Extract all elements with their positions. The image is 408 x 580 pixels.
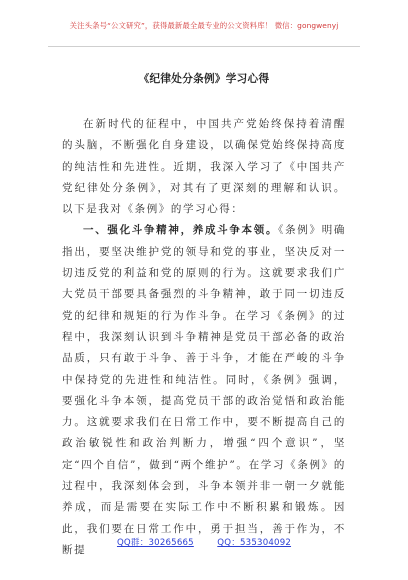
header-divider bbox=[48, 46, 360, 47]
qq-contact-link[interactable]: QQ：535304092 bbox=[217, 538, 292, 548]
paragraph-text: 《条例》明确指出，要坚决维护党的领导和党的事业，坚决反对一切违反党的利益和党的原则的行为。这就要求我们广大党员干部要具备强烈的斗争精神，敢于同一切违反党的纪律和规矩的行为作斗争。在学习《条例》的过程中，我深刻认识到斗争精神是党员干部必备的政治品质，只有敢于斗争、善于斗争，才能在严峻的斗争中保持党的先进性和纯洁性。同时，《条例》强调，要强化斗争本领，提高党员干部的政治觉悟和政治能力。这就要求我们在日常工作中，要不断提高自己的政治敏锐性和政治判断力，增强“四个意识”，坚定“四个自信”，做到“两个维护”。在学习《条例》的过程中，我深刻体会到，斗争本领并非一朝一夕就能养成，而是需要在实际工作中不断积累和锻炼。因此，我们要在日常工作中，勇于担当，善于作为，不断提 bbox=[62, 224, 346, 556]
document-body bbox=[62, 114, 346, 561]
document-title: 《纪律处分条例》学习心得 bbox=[138, 73, 270, 85]
contact-footer bbox=[0, 536, 408, 548]
paragraph-intro bbox=[62, 114, 346, 220]
paragraph-text: 在新时代的征程中，中国共产党始终保持着清醒的头脑，不断强化自身建设，以确保党始终保持高度的纯洁性和先进性。近期，我深入学习了《中国共产党纪律处分条例》，对其有了更深刻的理解和认识。以下是我对《条例》的学习心得： bbox=[62, 118, 346, 216]
paragraph-section-1 bbox=[62, 220, 346, 561]
section-heading: 一、强化斗争精神，养成斗争本领。 bbox=[83, 224, 279, 237]
promo-banner: 关注头条号“公文研究”，获得最新最全最专业的公文资料库！ 微信：gongwenyj bbox=[69, 21, 339, 30]
qq-group-link[interactable]: QQ群：30265665 bbox=[116, 538, 194, 548]
